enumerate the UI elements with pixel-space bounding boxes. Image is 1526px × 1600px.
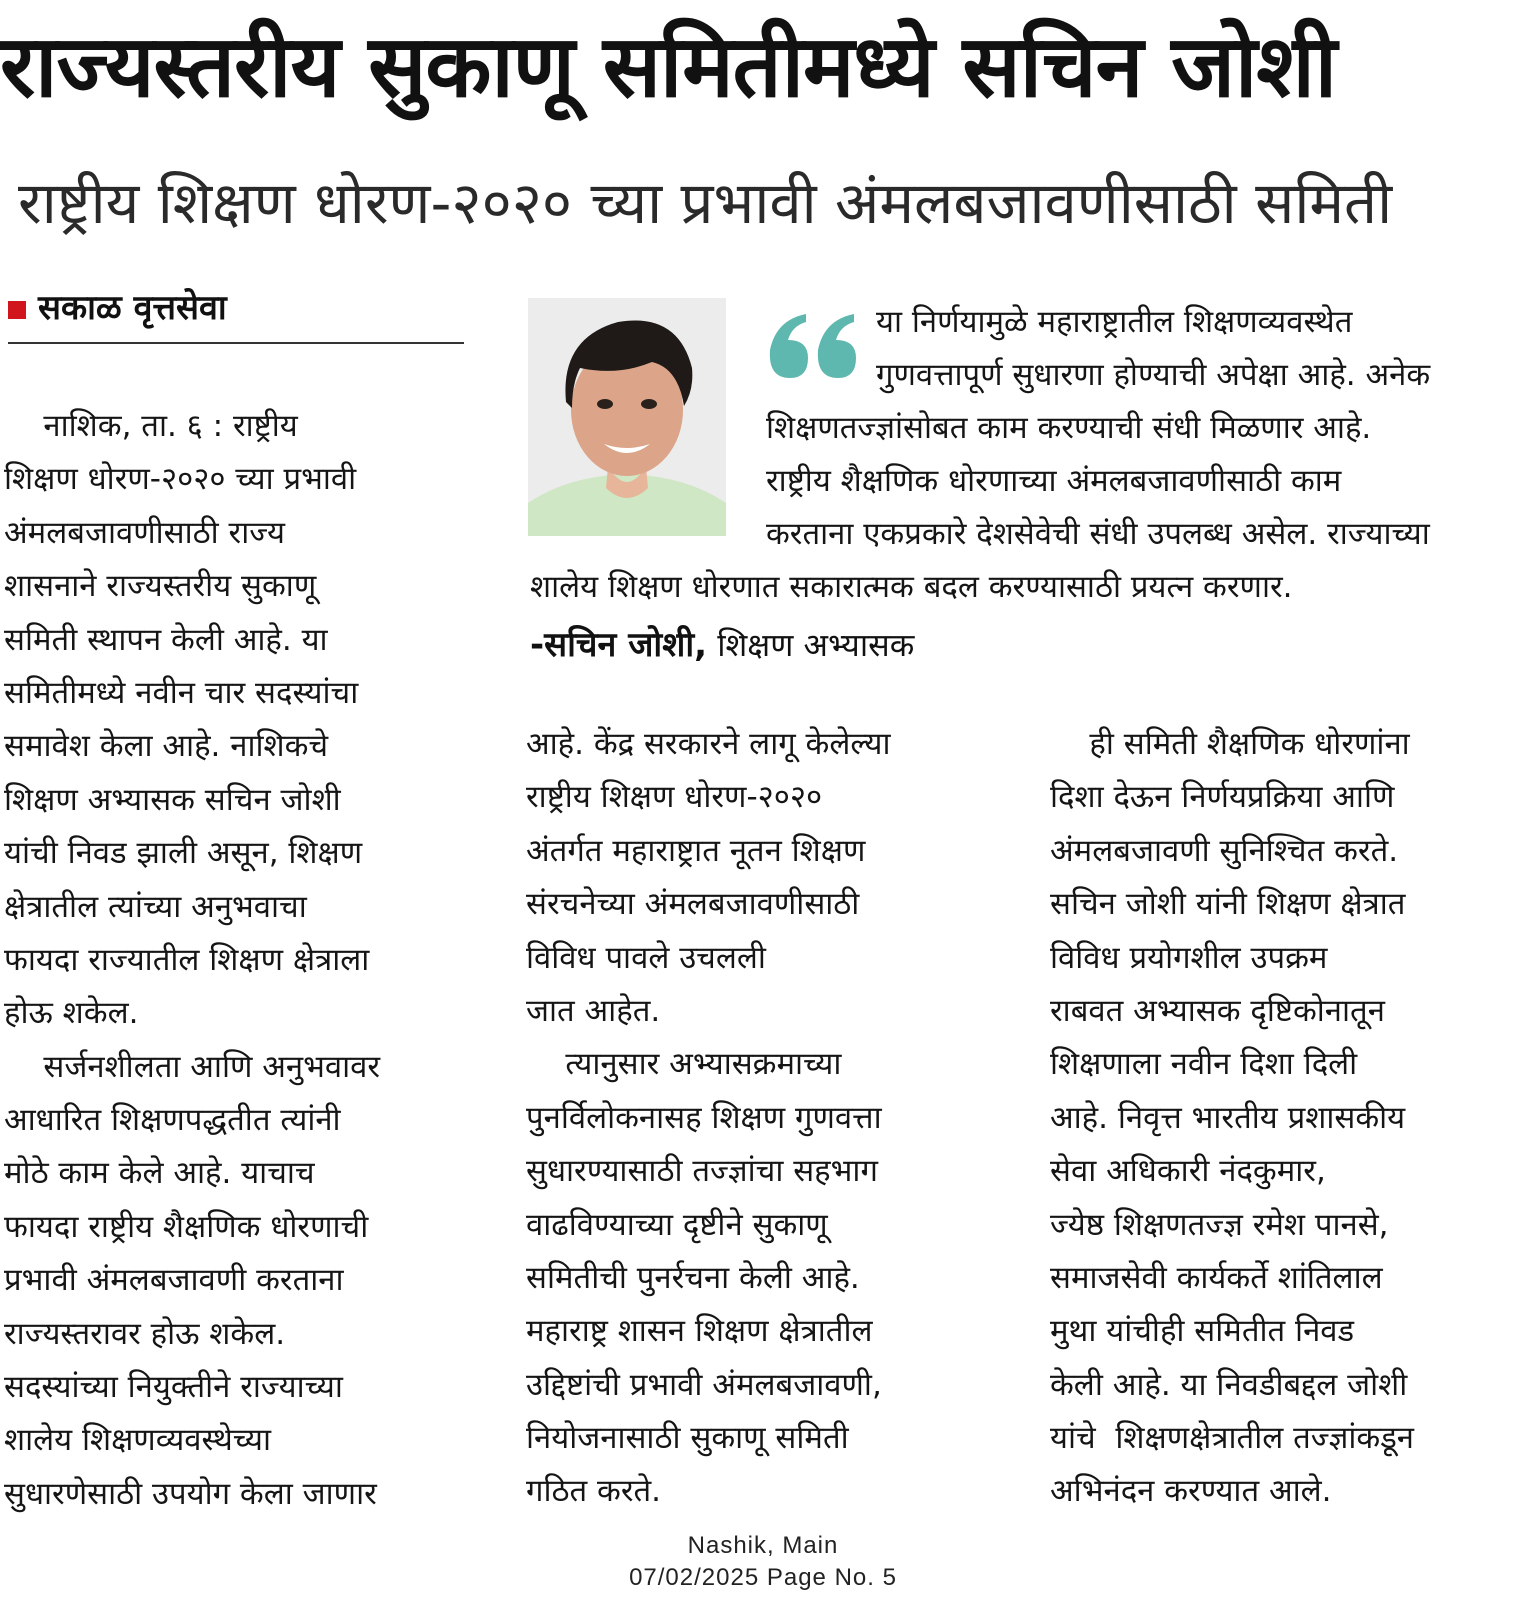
article-line: अभिनंदन करण्यात आले.	[1050, 1473, 1332, 1510]
article-column-right	[1050, 718, 1520, 1519]
quote-line: गुणवत्तापूर्ण सुधारणा होण्याची अपेक्षा आहे. अनेक	[876, 357, 1431, 393]
article-line: शासनाने राज्यस्तरीय सुकाणू	[4, 568, 317, 605]
article-line: समितीची पुनर्रचना केली आहे.	[526, 1259, 860, 1296]
article-line: समाजसेवी कार्यकर्ते शांतिलाल	[1050, 1259, 1383, 1296]
article-column-left	[4, 400, 484, 1521]
quote-line: राष्ट्रीय शैक्षणिक धोरणाच्या अंमलबजावणीसाठी काम	[766, 463, 1342, 499]
article-line: उद्दिष्टांची प्रभावी अंमलबजावणी,	[526, 1366, 882, 1403]
article-line: प्रभावी अंमलबजावणी करताना	[4, 1262, 344, 1299]
quote-line: या निर्णयामुळे महाराष्ट्रातील शिक्षणव्यवस्थेत	[876, 304, 1353, 340]
article-line: होऊ शकेल.	[4, 995, 139, 1032]
article-line: संरचनेच्या अंमलबजावणीसाठी	[526, 886, 860, 923]
quote-line: शालेय शिक्षण धोरणात सकारात्मक बदल करण्यासाठी प्रयत्न करणार.	[530, 569, 1293, 605]
article-line: ही समिती शैक्षणिक धोरणांना	[1050, 726, 1410, 762]
byline	[8, 282, 464, 344]
footer-date-page: 07/02/2025 Page No. 5	[629, 1564, 897, 1591]
article-line: विविध पावले उचलली	[526, 939, 766, 976]
subheadline: राष्ट्रीय शिक्षण धोरण-२०२० च्या प्रभावी अंमलबजावणीसाठी समिती	[18, 169, 1393, 237]
article-line: आहे. केंद्र सरकारने लागू केलेल्या	[526, 726, 891, 762]
article-line: सचिन जोशी यांनी शिक्षण क्षेत्रात	[1050, 886, 1406, 923]
article-line: राष्ट्रीय शिक्षण धोरण-२०२०	[526, 779, 823, 816]
quote-line: करताना एकप्रकारे देशसेवेची संधी उपलब्ध असेल. राज्याच्या	[766, 516, 1430, 552]
person-portrait-icon	[528, 298, 726, 536]
article-line: त्यानुसार अभ्यासक्रमाच्या	[526, 1046, 842, 1083]
article-line: शिक्षण अभ्यासक सचिन जोशी	[4, 781, 341, 818]
article-line: महाराष्ट्र शासन शिक्षण क्षेत्रातील	[526, 1313, 873, 1350]
article-line: सुधारण्यासाठी तज्ज्ञांचा सहभाग	[526, 1153, 878, 1190]
article-line: फायदा राज्यातील शिक्षण क्षेत्राला	[4, 941, 370, 978]
footer-edition: Nashik, Main	[687, 1532, 839, 1559]
article-line: राबवत अभ्यासक दृष्टिकोनातून	[1050, 992, 1385, 1029]
article-line: अंतर्गत महाराष्ट्रात नूतन शिक्षण	[526, 832, 866, 869]
article-line: जात आहेत.	[526, 992, 661, 1029]
article-line: यांचे शिक्षणक्षेत्रातील तज्ज्ञांकडून	[1050, 1420, 1414, 1457]
article-line: फायदा राष्ट्रीय शैक्षणिक धोरणाची	[4, 1208, 369, 1245]
quote-author: -सचिन जोशी,	[530, 625, 708, 665]
article-line: वाढविण्याच्या दृष्टीने सुकाणू	[526, 1206, 828, 1243]
quote-attribution	[530, 618, 914, 672]
article-line: गठित करते.	[526, 1473, 662, 1510]
byline-text: सकाळ वृत्तसेवा	[38, 288, 227, 328]
article-line: मुथा यांचीही समितीत निवड	[1050, 1313, 1355, 1350]
article-line: समिती स्थापन केली आहे. या	[4, 621, 328, 658]
article-column-middle	[526, 718, 996, 1519]
article-line: शिक्षण धोरण-२०२० च्या प्रभावी	[4, 461, 357, 498]
article-line: अंमलबजावणीसाठी राज्य	[4, 514, 285, 551]
quote-line: शिक्षणतज्ज्ञांसोबत काम करण्याची संधी मिळणार आहे.	[766, 410, 1372, 446]
article-line: यांची निवड झाली असून, शिक्षण	[4, 835, 363, 872]
article-line: अंमलबजावणी सुनिश्चित करते.	[1050, 832, 1399, 869]
article-line: सर्जनशीलता आणि अनुभवावर	[4, 1048, 381, 1085]
article-line: सेवा अधिकारी नंदकुमार,	[1050, 1153, 1326, 1190]
article-line: नियोजनासाठी सुकाणू समिती	[526, 1420, 849, 1457]
article-line: सदस्यांच्या नियुक्तीने राज्याच्या	[4, 1369, 343, 1406]
article-line: शालेय शिक्षणव्यवस्थेच्या	[4, 1422, 272, 1459]
article-line: विविध प्रयोगशील उपक्रम	[1050, 939, 1328, 976]
portrait-photo	[528, 298, 726, 536]
article-line: दिशा देऊन निर्णयप्रक्रिया आणि	[1050, 779, 1395, 816]
article-line: राज्यस्तरावर होऊ शकेल.	[4, 1315, 286, 1352]
article-line: आधारित शिक्षणपद्धतीत त्यांनी	[4, 1102, 341, 1139]
article-line: क्षेत्रातील त्यांच्या अनुभवाचा	[4, 888, 307, 925]
article-line: समावेश केला आहे. नाशिकचे	[4, 728, 329, 765]
article-line: नाशिक, ता. ६ : राष्ट्रीय	[4, 408, 298, 444]
article-line: पुनर्विलोकनासह शिक्षण गुणवत्ता	[526, 1099, 882, 1136]
article-line: समितीमध्ये नवीन चार सदस्यांचा	[4, 674, 359, 711]
quote-mark-icon	[762, 306, 858, 380]
article-line: ज्येष्ठ शिक्षणतज्ज्ञ रमेश पानसे,	[1050, 1206, 1389, 1243]
article-line: शिक्षणाला नवीन दिशा दिली	[1050, 1046, 1358, 1083]
article-line: सुधारणेसाठी उपयोग केला जाणार	[4, 1475, 377, 1512]
headline: राज्यस्तरीय सुकाणू समितीमध्ये सचिन जोशी	[0, 17, 1337, 117]
article-line: आहे. निवृत्त भारतीय प्रशासकीय	[1050, 1099, 1406, 1136]
quote-author-title: शिक्षण अभ्यासक	[717, 626, 915, 664]
article-line: केली आहे. या निवडीबद्दल जोशी	[1050, 1366, 1408, 1403]
article-line: मोठे काम केले आहे. याचाच	[4, 1155, 315, 1192]
